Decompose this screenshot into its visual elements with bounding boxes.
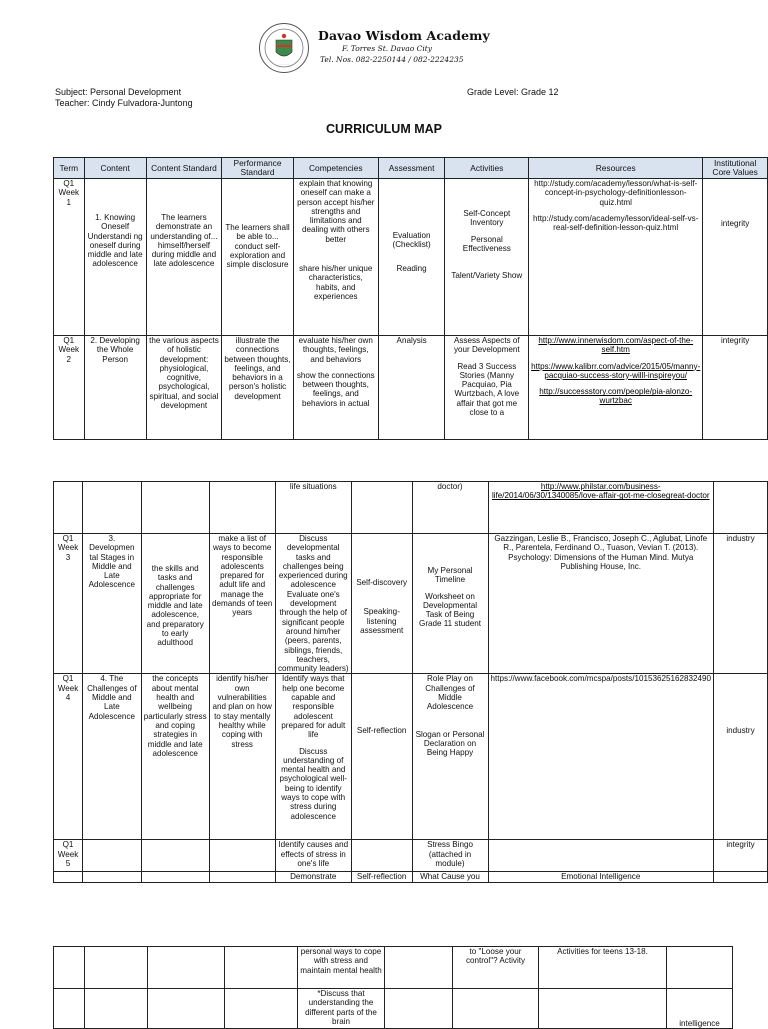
competency-item: share his/her unique characteristics, habits, and experiences: [299, 264, 373, 301]
school-telephone: Tel. Nos. 082-2250144 / 082-2224235: [320, 55, 464, 64]
assessment-item: Evaluation (Checklist): [392, 231, 431, 250]
resource-link[interactable]: http://successstory.com/people/pia-alonzo-wurtzbac: [539, 387, 693, 406]
term-cell: Q1 Week 3: [54, 534, 83, 674]
activities-cell: What Cause you: [412, 872, 488, 883]
table-row: [54, 336, 768, 440]
competencies-cell: [293, 336, 378, 440]
competencies-cell: Discuss developmental tasks and challenges being experienced during adolescence Evaluate one's development through the help of significant people around him/her (peers, parents, siblings, friends, teachers, community leaders): [275, 534, 351, 674]
svg-text:· · · · · ·: · · · · · ·: [278, 63, 290, 67]
resources-cell: Emotional Intelligence: [488, 872, 713, 883]
core-value-cell: intelligence: [667, 989, 733, 1029]
performance-standard-cell: The learners shall be able to... conduct self-exploration and simple disclosure: [222, 179, 294, 336]
resource-link[interactable]: http://www.philstar.com/business-life/2014/06/30/1340085/love-affair-got-me-closegreat-doctor: [488, 482, 713, 534]
assessment-item: Self-discovery: [356, 578, 408, 587]
resources-cell: [529, 336, 703, 440]
table-row: [54, 534, 768, 674]
teacher-label: Teacher: Cindy Fulvadora-Juntong: [55, 98, 193, 108]
content-cell: 4. The Challenges of Middle and Late Adolescence: [82, 674, 141, 840]
assessment-cell: Self-reflection: [351, 872, 412, 883]
header-performance-standard: Performance Standard: [222, 158, 294, 179]
core-value-cell: industry: [714, 534, 768, 674]
competencies-cell: [275, 674, 351, 840]
competency-item: evaluate his/her own thoughts, feelings, and behaviors: [298, 336, 373, 364]
content-cell: 1. Knowing Oneself Understandi ng oneself during middle and late adolescence: [84, 179, 146, 336]
header-core-values: Institutional Core Values: [703, 158, 768, 179]
document-title: CURRICULUM MAP: [326, 122, 442, 136]
school-header: [258, 22, 518, 74]
competency-item: explain that knowing oneself can make a person accept his/her strengths and limitations and dealing with others better: [297, 179, 375, 244]
content-standard-cell: the concepts about mental health and wellbeing particularly stress and coping strategies in middle and late adolescence: [141, 674, 209, 840]
activity-item: Worksheet on Developmental Task of Being Grade 11 student: [419, 591, 481, 629]
content-cell: 2. Developing the Whole Person: [84, 336, 146, 440]
resources-cell: Activities for teens 13-18.: [539, 947, 667, 989]
activity-item: Slogan or Personal Declaration on Being Happy: [415, 729, 485, 758]
assessment-cell: Analysis: [378, 336, 445, 440]
activities-cell: to "Loose your control"? Activity: [453, 947, 539, 989]
performance-standard-cell: illustrate the connections between thoughts, feelings, and behaviors in a person's holistic development: [222, 336, 294, 440]
competency-item: show the connections between thoughts, feelings, and behaviors in actual: [296, 370, 375, 408]
content-standard-cell: The learners demonstrate an understanding of... himself/herself during middle and late adolescence: [146, 179, 222, 336]
competencies-cell: *Discuss that understanding the different parts of the brain: [298, 989, 385, 1029]
subject-teacher-info: [55, 87, 193, 109]
competency-item: Discuss understanding of mental health and psychological well-being to identify ways to cope with stress during adolescence: [279, 746, 347, 821]
assessment-item: Reading: [396, 263, 427, 273]
activity-item: Assess Aspects of your Development: [453, 336, 520, 355]
school-address: F. Torres St. Davao City: [342, 44, 432, 53]
assessment-cell: [378, 179, 445, 336]
performance-standard-cell: make a list of ways to become responsible adolescents prepared for adult life and manage the demands of teen years: [209, 534, 275, 674]
table-row: [54, 179, 768, 336]
core-value-cell: industry: [714, 674, 768, 840]
resource-link[interactable]: http://www.innerwisdom.com/aspect-of-the-self.htm: [538, 336, 694, 355]
assessment-cell: [351, 534, 412, 674]
grade-level-label: Grade Level: Grade 12: [467, 87, 559, 97]
activity-item: Personal Effectiveness: [462, 234, 511, 253]
curriculum-table-page2: [53, 481, 768, 883]
header-activities: Activities: [445, 158, 529, 179]
assessment-item: Speaking-listening assessment: [360, 607, 404, 635]
activity-item: Talent/Variety Show: [451, 271, 523, 281]
subject-label: Subject: Personal Development: [55, 87, 182, 97]
core-value-cell: integrity: [714, 840, 768, 872]
competencies-cell: [293, 179, 378, 336]
table-header-row: [54, 158, 768, 179]
activity-item: My Personal Timeline: [427, 566, 473, 585]
resources-cell: [529, 179, 703, 336]
activity-item: Role Play on Challenges of Middle Adolescence: [425, 674, 475, 712]
table-row: [54, 872, 768, 883]
activities-cell: [445, 336, 529, 440]
curriculum-table-page3: [53, 946, 733, 1029]
table-row: [54, 482, 768, 534]
activities-cell: doctor): [412, 482, 488, 534]
resources-cell: Gazzingan, Leslie B., Francisco, Joseph C., Aglubat, Linofe R., Parentela, Ferdinand O., Tuason, Vevian T. (2013). Psychology: Dimensions of the Human Mind. Mutya Publishing House, Inc.: [488, 534, 713, 674]
content-standard-cell: the various aspects of holistic development: physiological, cognitive, psychological, spiritual, and social development: [146, 336, 222, 440]
resource-link[interactable]: http://study.com/academy/lesson/what-is-self-concept-in-psychology-definitionlesson-quiz.html: [534, 179, 698, 207]
activities-cell: [412, 534, 488, 674]
content-standard-cell: the skills and tasks and challenges appropriate for middle and late adolescence, and preparatory to early adulthood: [141, 534, 209, 674]
table-row: [54, 840, 768, 872]
resources-cell[interactable]: https://www.facebook.com/mcspa/posts/10153625162832490: [488, 674, 713, 840]
resource-link[interactable]: http://study.com/academy/lesson/ideal-self-vs-real-self-definition-lesson-quiz.html: [533, 213, 699, 233]
activity-item: Read 3 Success Stories (Manny Pacquiao, Pia Wurtzbach, A love affair that got me close to a: [454, 361, 520, 418]
header-assessment: Assessment: [378, 158, 445, 179]
competencies-cell: personal ways to cope with stress and maintain mental health: [298, 947, 385, 989]
term-cell: Q1 Week 2: [54, 336, 85, 440]
resource-link[interactable]: https://www.kalibrr.com/advice/2015/05/manny-pacquiao-success-story-willl-inspireyou/: [531, 361, 701, 380]
core-value-cell: integrity: [703, 179, 768, 336]
table-row: [54, 989, 733, 1029]
activity-item: Self-Concept Inventory: [463, 209, 511, 228]
core-value-cell: integrity: [703, 336, 768, 440]
term-cell: Q1 Week 1: [54, 179, 85, 336]
competencies-cell: Identify causes and effects of stress in one's life: [275, 840, 351, 872]
performance-standard-cell: identify his/her own vulnerabilities and plan on how to stay mentally healthy while coping with stress: [209, 674, 275, 840]
header-content-standard: Content Standard: [146, 158, 222, 179]
header-term: Term: [54, 158, 85, 179]
activities-cell: [445, 179, 529, 336]
competencies-cell: Demonstrate: [275, 872, 351, 883]
header-content: Content: [84, 158, 146, 179]
assessment-cell: Self-reflection: [351, 674, 412, 840]
activities-cell: [412, 674, 488, 840]
competency-item: Identify ways that help one become capable and responsible adolescent prepared for adult life: [281, 674, 346, 740]
header-competencies: Competencies: [293, 158, 378, 179]
activities-cell: Stress Bingo (attached in module): [412, 840, 488, 872]
header-resources: Resources: [529, 158, 703, 179]
term-cell: Q1 Week 5: [54, 840, 83, 872]
table-row: [54, 947, 733, 989]
table-row: [54, 674, 768, 840]
term-cell: Q1 Week 4: [54, 674, 83, 840]
curriculum-table-page1: [53, 157, 768, 440]
school-seal-icon: [258, 22, 310, 74]
competencies-cell: life situations: [275, 482, 351, 534]
content-cell: 3. Developmen tal Stages in Middle and Late Adolescence: [82, 534, 141, 674]
school-name: Davao Wisdom Academy: [318, 28, 490, 43]
